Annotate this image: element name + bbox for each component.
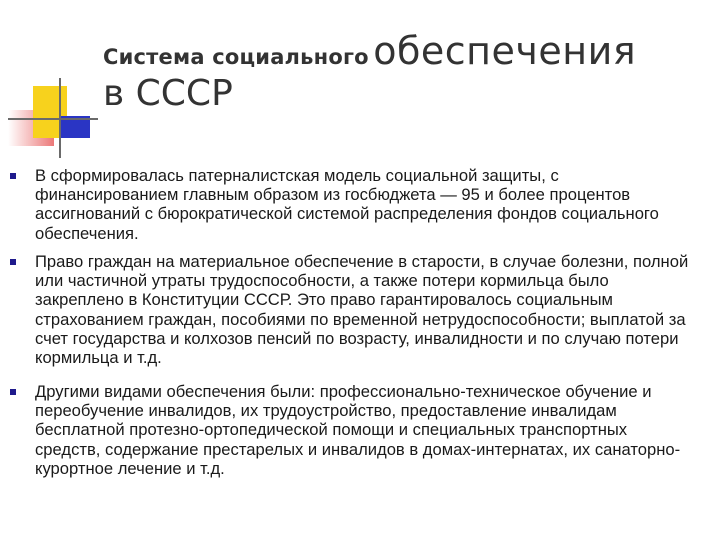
title-part-1: Система социального — [103, 45, 369, 69]
title-part-2: обеспечения — [373, 29, 637, 73]
slide-title — [103, 29, 703, 114]
bullet-square-icon — [10, 389, 16, 395]
bullet-text-2: Право граждан на материальное обеспечение в старости, в случае болезни, полной или частичной утраты трудоспособности, а также потери кормильца было закреплено в Конституции СССР. Это право гарантировалось социальным страхованием граждан, пособиями по временной нетрудоспособности; выплатой за счет государства и колхозов пенсий по возрасту, инвалидности и по случаю потери кормильца и т.д. — [35, 252, 689, 368]
decorative-vertical-line — [59, 78, 61, 158]
bullet-text-1: В сформировалась патерналистская модель социальной защиты, с финансированием главным образом из госбюджета — 95 и более процентов ассигнований с бюрократической системой распределения фондов социального обеспечения. — [35, 166, 659, 243]
decorative-horizontal-line — [8, 118, 98, 120]
bullet-square-icon — [10, 173, 16, 179]
title-line-2: в СССР — [103, 73, 233, 114]
bullet-square-icon — [10, 259, 16, 265]
bullet-text-3: Другими видами обеспечения были: профессионально-техническое обучение и переобучение инвалидов, их трудоустройство, предоставление инвалидам бесплатной протезно-ортопедической помощи и специальных транспортных средств, содержание престарелых и инвалидов в домах-интернатах, их санаторно-курортное лечение и т.д. — [35, 382, 681, 478]
